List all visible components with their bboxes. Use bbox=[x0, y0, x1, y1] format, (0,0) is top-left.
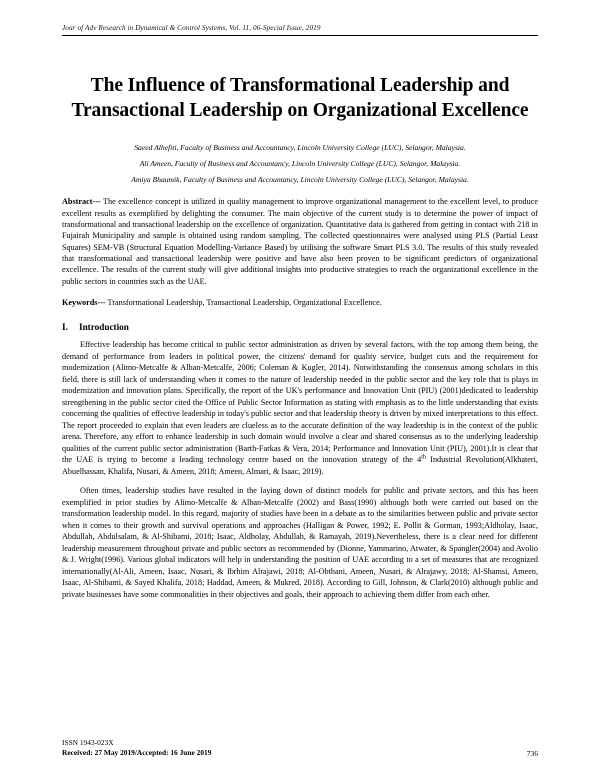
author-line: Ali Ameen, Faculty of Business and Accountancy, Lincoln University College (LUC), Selangor, Malaysia. bbox=[139, 159, 461, 169]
keywords-text: Transformational Leadership, Transactional Leadership, Organizational Excellence. bbox=[105, 297, 382, 307]
body-paragraph bbox=[62, 339, 538, 477]
footer-left bbox=[62, 738, 211, 758]
paragraph-text-a: Effective leadership has become critical to public sector administration as driven by several factors, with the top among them being, the demand of performance from leaders in political power, the citizens' demand for quality service, budget cuts and the requirement for modernization (Alimo-Metcalfe & Alban-Metcalfe, 2006; Coleman & Kugler, 2014). Notwithstanding the consensus among scholars in this field, there is still lack of understanding when it comes to the nature of leadership needed in the public sector and the key role that is plays in modernization and innovation plans. Specifically, the report of the UK's performance and Innovation Unit (PIU) (2001)dedicated to leadership strengthening in the public sector cited the Office of Public Sector Information as stating with emphasis as to the little understanding that exists concerning the qualities of effective leadership in today's public sector and that leadership theory is driven by mixed interpretations to this effect. The report proceeded to explain that even leaders are clueless as to the accurate definition of the way leadership is in the context of the public arena. Therefore, any effort to enhance leadership in such domain would involve a clear and shared consensus as to the underlying leadership qualities of the current public sector administration (Barth-Farkas & Vera, 2014; Performance and Innovation Unit (PIU), 2001).It is clear that the UAE is trying to become a leading technology centre based on the innovation strategy of the 4 bbox=[62, 340, 538, 465]
paragraph-text-b: Industrial Revolution(Alkhateri, Abuelhassan, Khalifa, Nusari, & Ameen, 2018; Ameen, Almari, & Isaac, 2019). bbox=[62, 455, 538, 476]
abstract-label: Abstract--- bbox=[62, 197, 101, 207]
body-paragraph bbox=[62, 485, 538, 600]
paragraph-superscript: th bbox=[421, 454, 426, 461]
section-title: Introduction bbox=[79, 322, 129, 333]
author-line: Saeed Alhefiti, Faculty of Business and Accountancy, Lincoln University College (LUC), Selangor, Malaysia. bbox=[134, 143, 466, 153]
abstract-text: The excellence concept is utilized in quality management to improve organizational management to the excellent level, to produce excellent results as exemplified by delighting the consumer. The main objective of the current study is to determine the power of impact of transformational and transactional leadership on the excellence of organization. Quantitative data is gathered from getting in contact with 218 in Fujairah Municipality and sample is obtained using random sampling. The collected questionnaires were analysed using PLS (Partial Least Squares) SEM-VB (Structural Equation Modelling-Variance Based) by utilising the software Smart PLS 3.0. The results of this study revealed that transformational and transactional leadership were positive and have also been proven to be significant predictors of organizational excellence. The results of the current study will give additional insights into productive strategies to reach the organizational excellence in the public sectors in countries such as the UAE. bbox=[62, 197, 538, 286]
section-number: I. bbox=[62, 322, 68, 333]
keywords-block bbox=[62, 297, 538, 308]
page-number: 736 bbox=[526, 749, 538, 758]
issn-text: ISSN 1943-023X bbox=[62, 738, 114, 748]
abstract-block bbox=[62, 196, 538, 287]
paragraph-text-a: Often times, leadership studies have resulted in the laying down of distinct models for public and private sectors, and this has been exemplified in prior studies by Alimo-Metcalfe & Alban-Metcalfe (2002) and Bass(1990) although both were carried out based on the transformation leadership model. In this regard, majority of studies have been in a debate as to the similarities between public and private sector when it comes to their growth and survival operations and approaches (Halligan & Power, 1992; E. Pollit & Gorman, 1993;Aldholay, Isaac, Abdullah, Abdulsalam, & Al-Shibami, 2018; Isaac, Aldholay, Abdullah, & Ramayah, 2019).Nevertheless, there is a clear need for different leadership measurement throughout private and public sectors as recommended by (Dionne, Yammarino, Atwater, & Spangler(2004) and Avolio & J. Wright(1996). Various global indicators will help in understanding the position of UAE according to a set of measures that are recognized internationally(Al-Ali, Ameen, Isaac, Nusari, & Ibrhim Alrajawi, 2018; Al-Obthani, Ameen, Nusari, & Alrajawy, 2018; Al-Shamsi, Ameen, Isaac, Al-Shibami, & Sayed Khalifa, 2018; Haddad, Ameen, & Mukred, 2018). According to Gill, Johnson, & Clark(2010) although public and private businesses have some commonalities in their objectives and goals, their approach to achieving them differ from each other. bbox=[62, 486, 538, 599]
page-title: The Influence of Transformational Leadership and Transactional Leadership on Organizational Excellence bbox=[71, 75, 529, 121]
received-accepted-text: Received: 27 May 2019/Accepted: 16 June 2019 bbox=[62, 748, 212, 758]
author-list bbox=[62, 143, 538, 184]
page-footer bbox=[62, 738, 538, 758]
keywords-label: Keywords--- bbox=[62, 297, 106, 307]
author-line: Amiya Bhaumik, Faculty of Business and Accountancy, Lincoln University College (LUC), Selangor, Malaysia. bbox=[131, 175, 469, 185]
journal-header: Jour of Adv Research in Dynamical & Control Systems, Vol. 11, 06-Special Issue, 2019 bbox=[62, 24, 538, 36]
section-heading bbox=[62, 322, 538, 332]
